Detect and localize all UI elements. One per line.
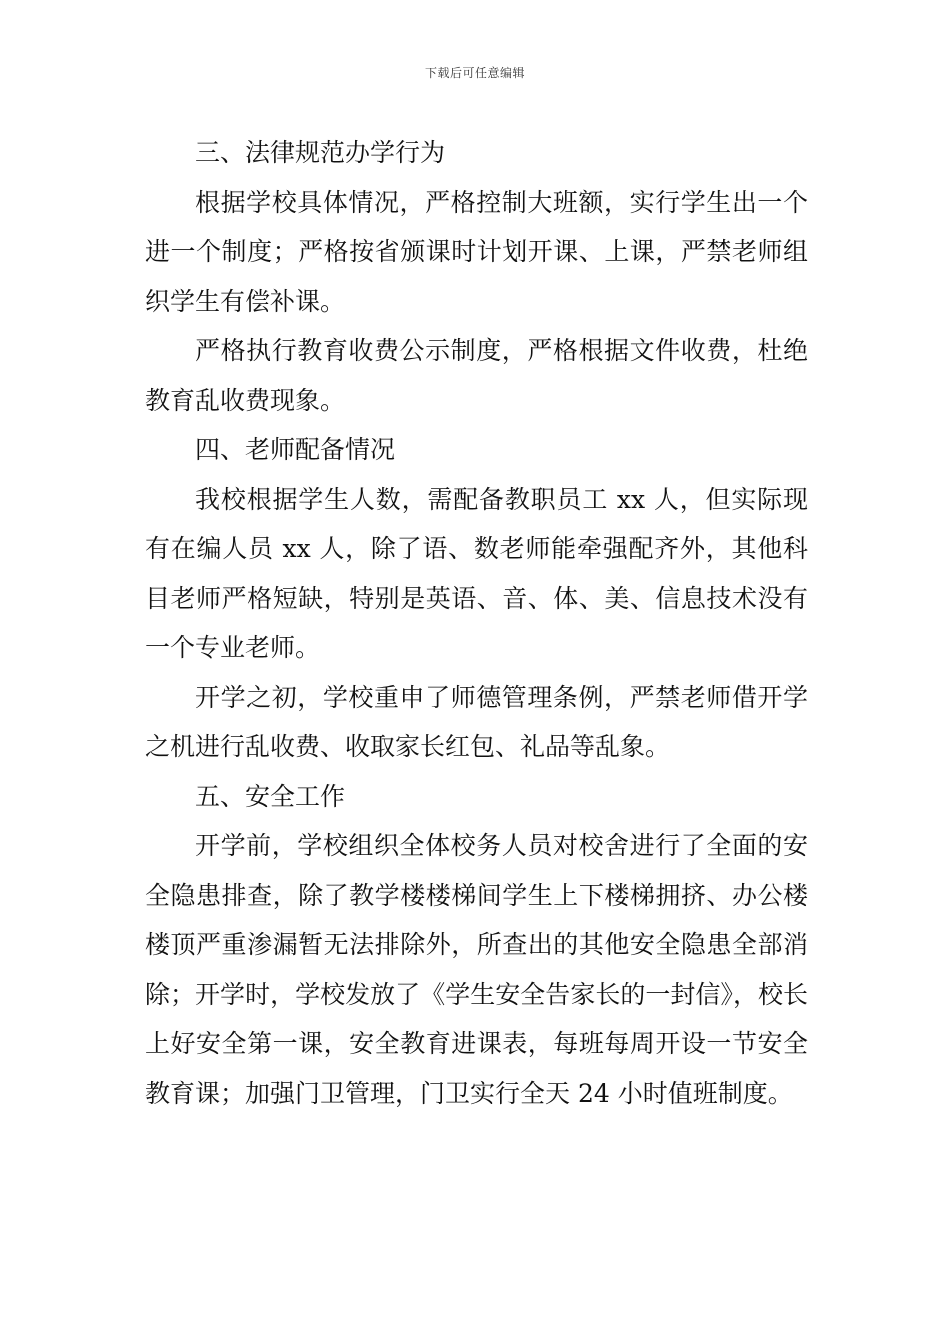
- paragraph-staffing: 我校根据学生人数，需配备教职员工 xx 人，但实际现有在编人员 xx 人，除了语、数老师能牵强配齐外，其他科目老师严格短缺，特别是英语、音、体、美、信息技术没有一个专业老师。: [145, 484, 808, 662]
- section-heading-safety: 五、安全工作: [195, 781, 346, 811]
- paragraph-safety: 开学前，学校组织全体校务人员对校舍进行了全面的安全隐患排查，除了教学楼楼梯间学生上下楼梯拥挤、办公楼楼顶严重渗漏暂无法排除外，所查出的其他安全隐患全部消除；开学时，学校发放了《学生安全告家长的一封信》，校长上好安全第一课，安全教育进课表，每班每周开设一节安全教育课；加强门卫管理，门卫实行全天 24 小时值班制度。: [145, 831, 808, 1108]
- page-header: 下载后可任意编辑: [424, 66, 525, 80]
- section-heading-teachers: 四、老师配备情况: [195, 435, 396, 464]
- document-body: [145, 128, 808, 1118]
- section-heading-law: 三、法律规范办学行为: [195, 138, 446, 167]
- paragraph-fees: 严格执行教育收费公示制度，严格根据文件收费，杜绝教育乱收费现象。: [145, 336, 808, 415]
- paragraph-class-size: 根据学校具体情况，严格控制大班额，实行学生出一个进一个制度；严格按省颁课时计划开课、上课，严禁老师组织学生有偿补课。: [145, 187, 808, 316]
- paragraph-ethics: 开学之初，学校重申了师德管理条例，严禁老师借开学之机进行乱收费、收取家长红包、礼品等乱象。: [145, 682, 808, 761]
